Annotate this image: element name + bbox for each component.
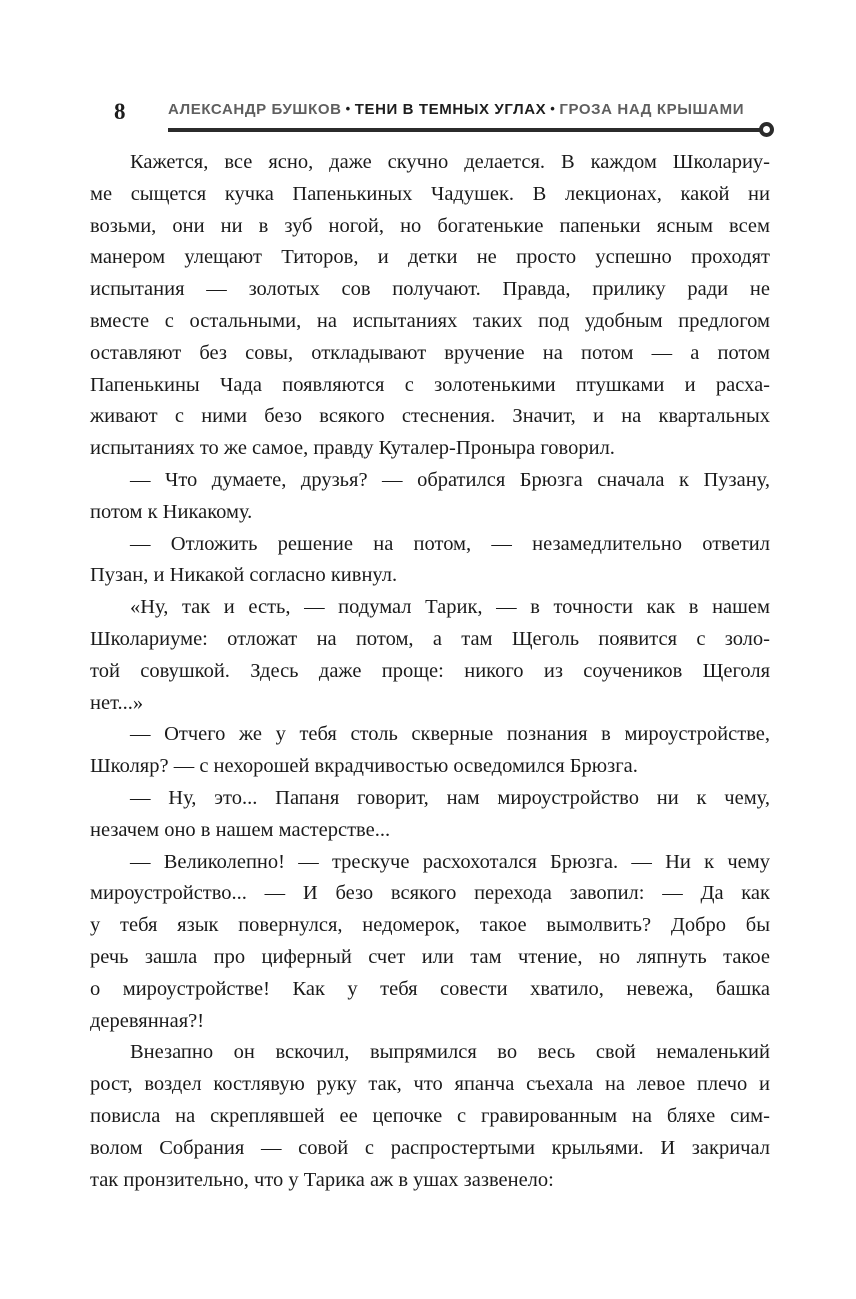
text-line: о мироустройстве! Как у тебя совести хватило, невежа, башка [90, 977, 770, 1000]
paragraph [90, 847, 770, 1038]
text-line: Папенькины Чада появляются с золотенькими птушками и расха- [90, 373, 770, 396]
author-name: АЛЕКСАНДР БУШКОВ [168, 101, 342, 118]
book-title: ГРОЗА НАД КРЫШАМИ [559, 101, 745, 118]
text-line: испытаниях то же самое, правду Куталер-Проныра говорил. [90, 437, 615, 460]
paragraph [90, 147, 770, 465]
text-line: волом Собрания — совой с распростертыми крыльями. И закричал [90, 1136, 770, 1159]
series-title: ТЕНИ В ТЕМНЫХ УГЛАХ [354, 101, 547, 118]
text-line: потом к Никакому. [90, 500, 253, 523]
text-line: речь зашла про циферный счет или там чтение, но ляпнуть такое [90, 945, 770, 968]
separator-bullet-icon: • [550, 101, 556, 116]
text-line: у тебя язык повернулся, недомерок, такое вымолвить? Добро бы [90, 914, 770, 937]
text-line: оставляют без совы, откладывают вручение на потом — а потом [90, 341, 770, 364]
page-number: 8 [114, 99, 126, 124]
text-line: Пузан, и Никакой согласно кивнул. [90, 564, 398, 587]
text-line: — Ну, это... Папаня говорит, нам мироустройство ни к чему, [130, 786, 770, 809]
text-line: нет...» [90, 691, 144, 714]
text-line: ме сыщется кучка Папенькиных Чадушек. В лекционах, какой ни [90, 182, 770, 205]
text-line: — Что думаете, друзья? — обратился Брюзга сначала к Пузану, [130, 468, 770, 491]
text-line: мироустройство... — И безо всякого перехода завопил: — Да как [90, 882, 770, 905]
text-line: испытания — золотых сов получают. Правда, прилику ради не [90, 278, 770, 301]
text-line: повисла на скреплявшей ее цепочке с гравированным на бляхе сим- [90, 1104, 770, 1127]
text-line: деревянная?! [90, 1009, 205, 1032]
text-line: — Великолепно! — трескуче расхохотался Брюзга. — Ни к чему [130, 850, 770, 873]
page-text [90, 147, 770, 1196]
separator-bullet-icon: • [345, 101, 351, 116]
text-line: живают с ними безо всякого стеснения. Значит, и на квартальных [90, 405, 770, 428]
paragraph [90, 592, 770, 719]
text-line: Внезапно он вскочил, выпрямился во весь свой немаленький [130, 1041, 770, 1064]
text-line: — Отчего же у тебя столь скверные познания в мироустройстве, [130, 723, 770, 746]
text-line: Школариуме: отложат на потом, а там Щеголь появится с золо- [90, 627, 770, 650]
text-line: Кажется, все ясно, даже скучно делается. В каждом Школариу- [130, 151, 770, 173]
text-line: незачем оно в нашем мастерстве... [90, 818, 391, 841]
rule-end-ring-icon [759, 122, 774, 137]
text-line: рост, воздел костлявую руку так, что япанча съехала на левое плечо и [90, 1073, 770, 1096]
text-line: возьми, они ни в зуб ногой, но богатенькие папеньки ясным всем [90, 214, 770, 237]
text-line: так пронзительно, что у Тарика аж в ушах зазвенело: [90, 1168, 554, 1191]
text-line: манером улещают Титоров, и детки не просто успешно проходят [90, 246, 770, 269]
paragraph [90, 465, 770, 529]
paragraph [90, 1037, 770, 1196]
header-rule [168, 128, 760, 132]
text-line: — Отложить решение на потом, — незамедлительно ответил [130, 532, 770, 555]
text-line: Школяр? — с нехорошей вкрадчивостью осведомился Брюзга. [90, 755, 638, 778]
paragraph [90, 719, 770, 783]
text-line: «Ну, так и есть, — подумал Тарик, — в точности как в нашем [130, 596, 770, 619]
running-head [168, 102, 768, 117]
text-line: той совушкой. Здесь даже проще: никого из соучеников Щеголя [90, 659, 770, 682]
paragraph [90, 529, 770, 593]
paragraph [90, 783, 770, 847]
text-line: вместе с остальными, на испытаниях таких под удобным предлогом [90, 309, 770, 332]
